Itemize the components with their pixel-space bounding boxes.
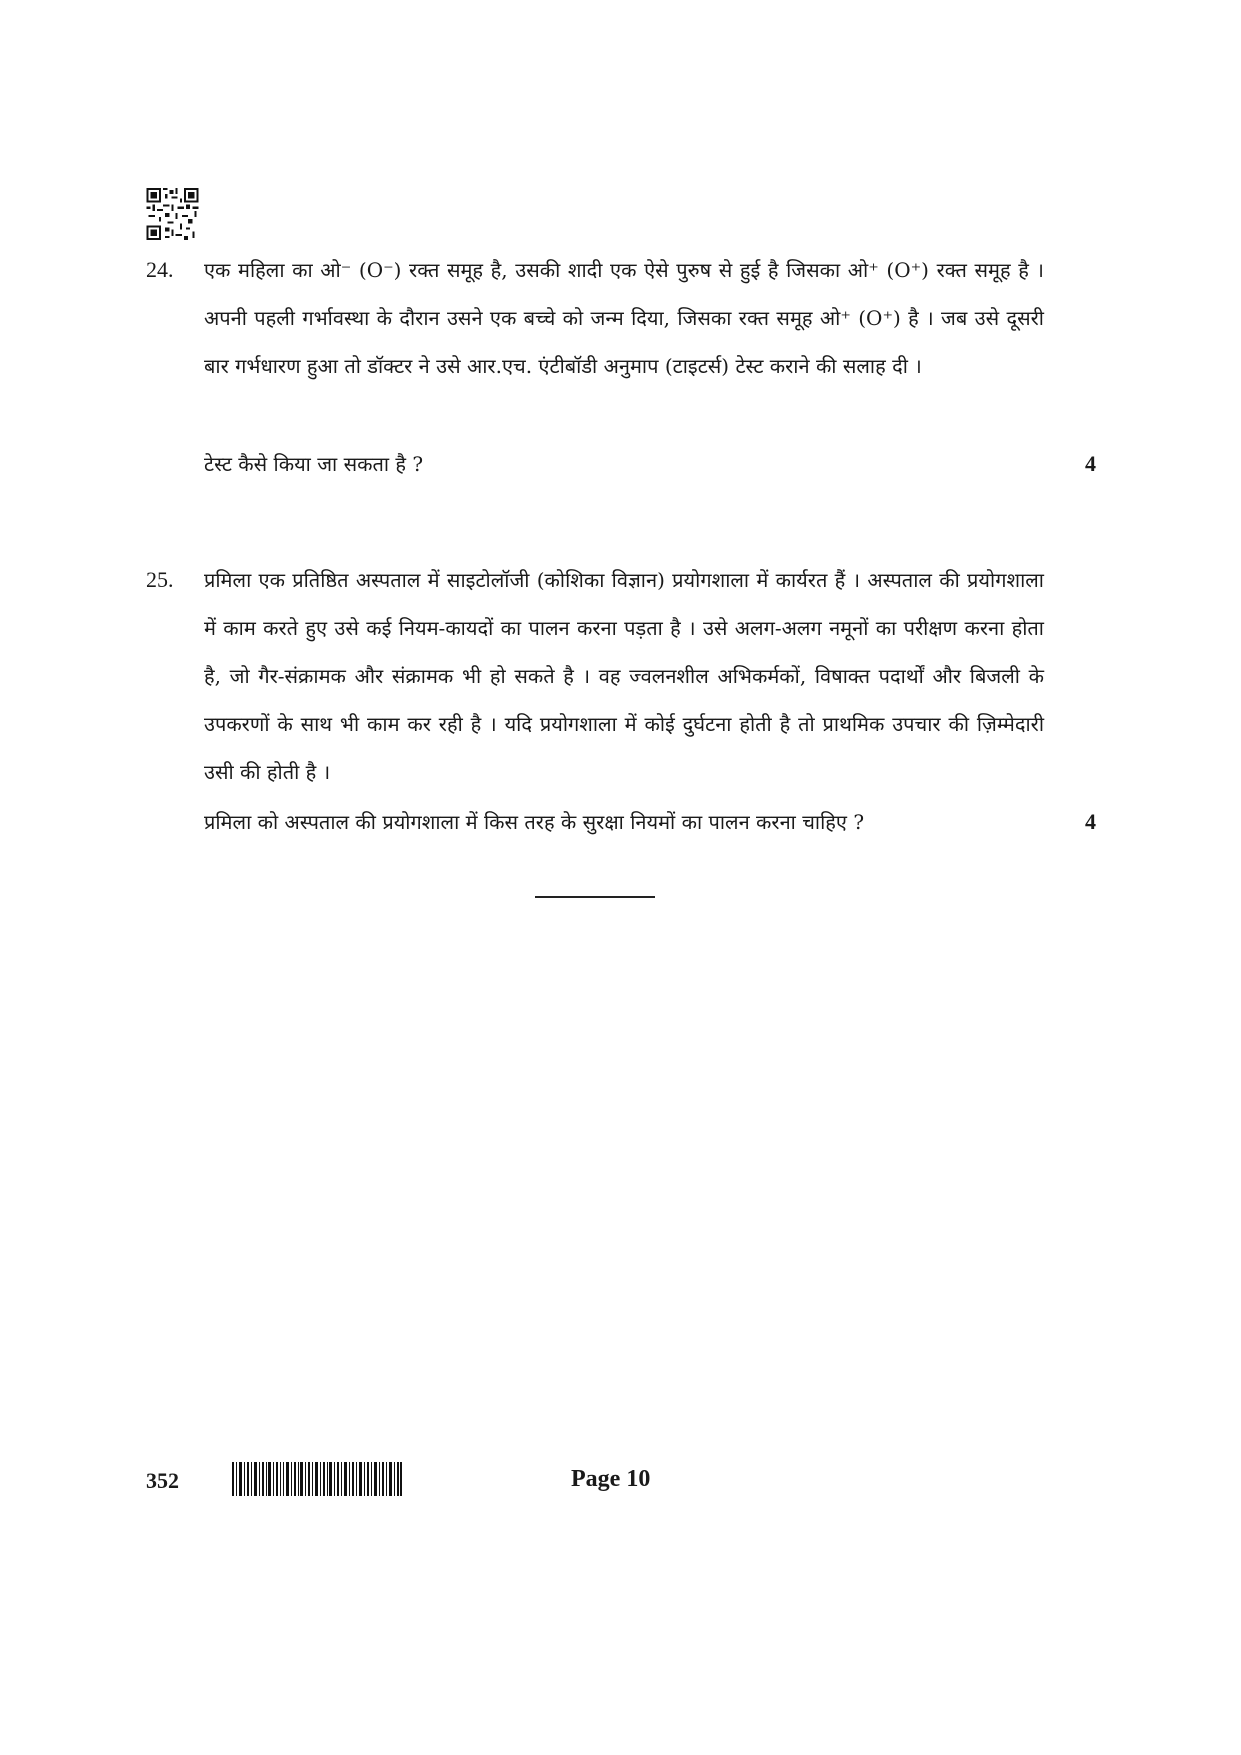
question-number: 24.	[146, 257, 174, 282]
barcode	[232, 1462, 402, 1496]
question-prompt: प्रमिला को अस्पताल की प्रयोगशाला में किस तरह के सुरक्षा नियमों का पालन करना चाहिए ?	[204, 810, 865, 834]
qr-code	[145, 188, 200, 240]
question-24	[146, 246, 1096, 476]
question-marks: 4	[1085, 451, 1096, 476]
question-prompt: टेस्ट कैसे किया जा सकता है ?	[204, 452, 424, 476]
question-marks: 4	[1085, 809, 1096, 834]
section-end-divider	[535, 896, 655, 898]
question-25	[146, 556, 1096, 846]
question-number: 25.	[146, 567, 174, 592]
question-text: एक महिला का ओ⁻ (O⁻) रक्त समूह है, उसकी शादी एक ऐसे पुरुष से हुई है जिसका ओ⁺ (O⁺) रक्त समूह है । अपनी पहली गर्भावस्था के दौरान उसने एक बच्चे को जन्म दिया, जिसका रक्त समूह ओ⁺ (O⁺) है । जब उसे दूसरी बार गर्भधारण हुआ तो डॉक्टर ने उसे आर.एच. एंटीबॉडी अनुमाप (टाइटर्स) टेस्ट कराने की सलाह दी ।	[204, 258, 1044, 378]
question-text: प्रमिला एक प्रतिष्ठित अस्पताल में साइटोलॉजी (कोशिका विज्ञान) प्रयोगशाला में कार्यरत हैं । अस्पताल की प्रयोगशाला में काम करते हुए उसे कई नियम-कायदों का पालन करना पड़ता है । उसे अलग-अलग नमूनों का परीक्षण करना होता है, जो गैर-संक्रामक और संक्रामक भी हो सकते है । वह ज्वलनशील अभिकर्मकों, विषाक्त पदार्थों और बिजली के उपकरणों के साथ भी काम कर रही है । यदि प्रयोगशाला में कोई दुर्घटना होती है तो प्राथमिक उपचार की ज़िम्मेदारी उसी की होती है ।	[204, 568, 1044, 784]
paper-code: 352	[146, 1468, 179, 1493]
page-number: Page 10	[571, 1466, 651, 1492]
